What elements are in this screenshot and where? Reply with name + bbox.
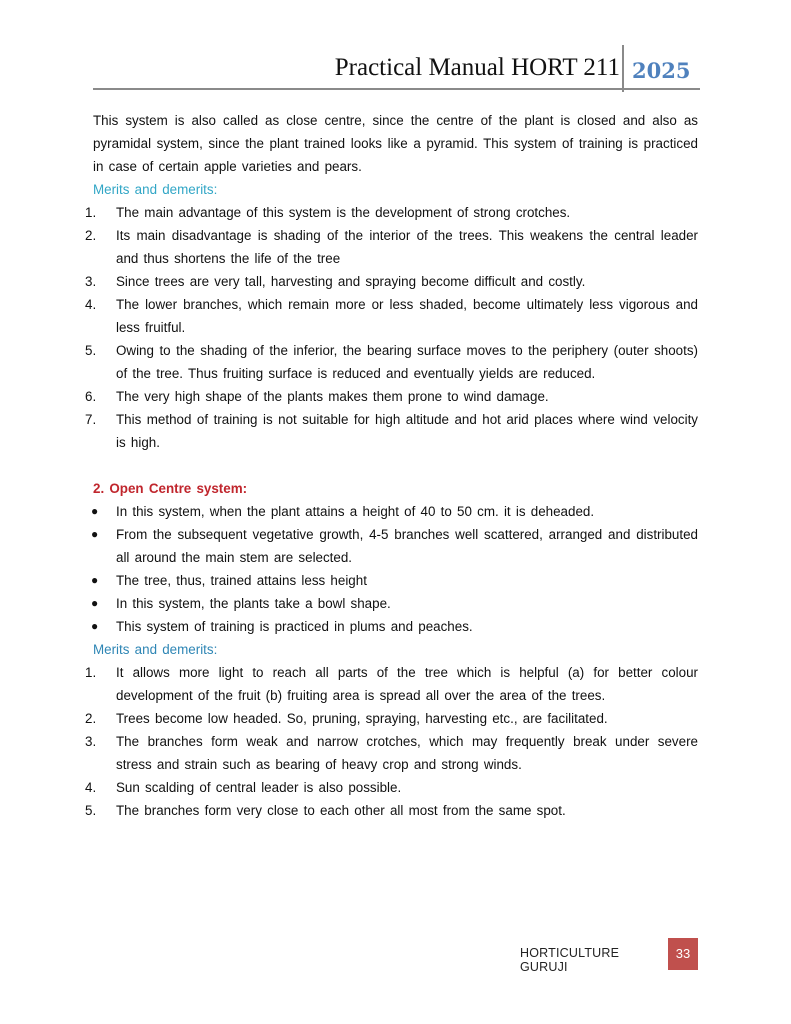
section-spacer: [93, 454, 698, 477]
merits-subheading-2: Merits and demerits:: [93, 642, 218, 657]
bullet-icon: ●: [91, 504, 99, 518]
bullet-text: In this system, when the plant attains a height of 40 to 50 cm. it is deheaded.: [116, 504, 595, 519]
list-number: 2.: [85, 711, 97, 726]
list-number: 1.: [85, 205, 97, 220]
list-number: 5.: [85, 343, 97, 358]
bullet-item: [93, 523, 698, 569]
bullet-text: From the subsequent vegetative growth, 4-5 branches well scattered, arranged and distributed all around the main stem are selected.: [116, 527, 698, 565]
page-content: [85, 109, 698, 822]
header-divider: [622, 45, 624, 92]
list-number: 3.: [85, 734, 97, 749]
list-number: 3.: [85, 274, 97, 289]
list-item: [85, 201, 698, 224]
list-item-text: Sun scalding of central leader is also possible.: [116, 780, 402, 795]
list-item: [85, 776, 698, 799]
list-item-text: The branches form weak and narrow crotches, which may frequently break under severe stress and strain such as bearing of heavy crop and strong winds.: [116, 734, 698, 772]
list-item-text: Its main disadvantage is shading of the interior of the trees. This weakens the central leader and thus shortens the life of the tree: [116, 228, 698, 266]
header-year: 2025: [632, 58, 691, 83]
list-item-text: The branches form very close to each other all most from the same spot.: [116, 803, 566, 818]
list-item: [85, 270, 698, 293]
bullet-text: In this system, the plants take a bowl shape.: [116, 596, 391, 611]
list-number: 2.: [85, 228, 97, 243]
list-item-text: Owing to the shading of the inferior, the bearing surface moves to the periphery (outer shoots) of the tree. Thus fruiting surface is reduced and eventually yields are reduced.: [116, 343, 698, 381]
intro-paragraph: This system is also called as close centre, since the centre of the plant is closed and also as pyramidal system, since the plant trained looks like a pyramid. This system of training is practiced in case of certain apple varieties and pears.: [93, 113, 698, 174]
section-heading-open-centre: 2. Open Centre system:: [93, 481, 248, 496]
list-item: [85, 707, 698, 730]
list-item: [85, 799, 698, 822]
merits-list-1: [85, 201, 698, 454]
list-item: [85, 224, 698, 270]
list-item: [85, 385, 698, 408]
list-item-text: The main advantage of this system is the development of strong crotches.: [116, 205, 571, 220]
list-number: 6.: [85, 389, 97, 404]
list-item-text: The lower branches, which remain more or less shaded, become ultimately less vigorous and less fruitful.: [116, 297, 698, 335]
bullet-item: [93, 569, 698, 592]
open-centre-bullets: [93, 500, 698, 638]
list-number: 1.: [85, 665, 97, 680]
bullet-item: [93, 500, 698, 523]
list-item: [85, 293, 698, 339]
list-item-text: Since trees are very tall, harvesting and spraying become difficult and costly.: [116, 274, 586, 289]
page-number-badge: 33: [668, 938, 698, 970]
bullet-item: [93, 592, 698, 615]
bullet-icon: ●: [91, 527, 99, 541]
page-header: [93, 45, 700, 90]
list-item-text: The very high shape of the plants makes them prone to wind damage.: [116, 389, 549, 404]
list-number: 5.: [85, 803, 97, 818]
merits-subheading-1: Merits and demerits:: [93, 182, 218, 197]
list-item: [85, 661, 698, 707]
bullet-icon: ●: [91, 573, 99, 587]
merits-list-2: [85, 661, 698, 822]
list-item-text: Trees become low headed. So, pruning, spraying, harvesting etc., are facilitated.: [116, 711, 608, 726]
list-item-text: It allows more light to reach all parts of the tree which is helpful (a) for better colour development of the fruit (b) fruiting area is spread all over the area of the trees.: [116, 665, 698, 703]
list-number: 7.: [85, 412, 97, 427]
list-number: 4.: [85, 297, 97, 312]
bullet-item: [93, 615, 698, 638]
footer-brand: HORTICULTURE GURUJI: [520, 946, 620, 974]
bullet-icon: ●: [91, 596, 99, 610]
page-footer: [520, 938, 700, 974]
bullet-text: The tree, thus, trained attains less height: [116, 573, 367, 588]
manual-title: Practical Manual HORT 211: [334, 54, 620, 81]
list-number: 4.: [85, 780, 97, 795]
header-rule: [93, 88, 700, 90]
bullet-text: This system of training is practiced in plums and peaches.: [116, 619, 473, 634]
list-item: [85, 730, 698, 776]
list-item: [85, 339, 698, 385]
list-item-text: This method of training is not suitable for high altitude and hot arid places where wind velocity is high.: [116, 412, 698, 450]
bullet-icon: ●: [91, 619, 99, 633]
list-item: [85, 408, 698, 454]
